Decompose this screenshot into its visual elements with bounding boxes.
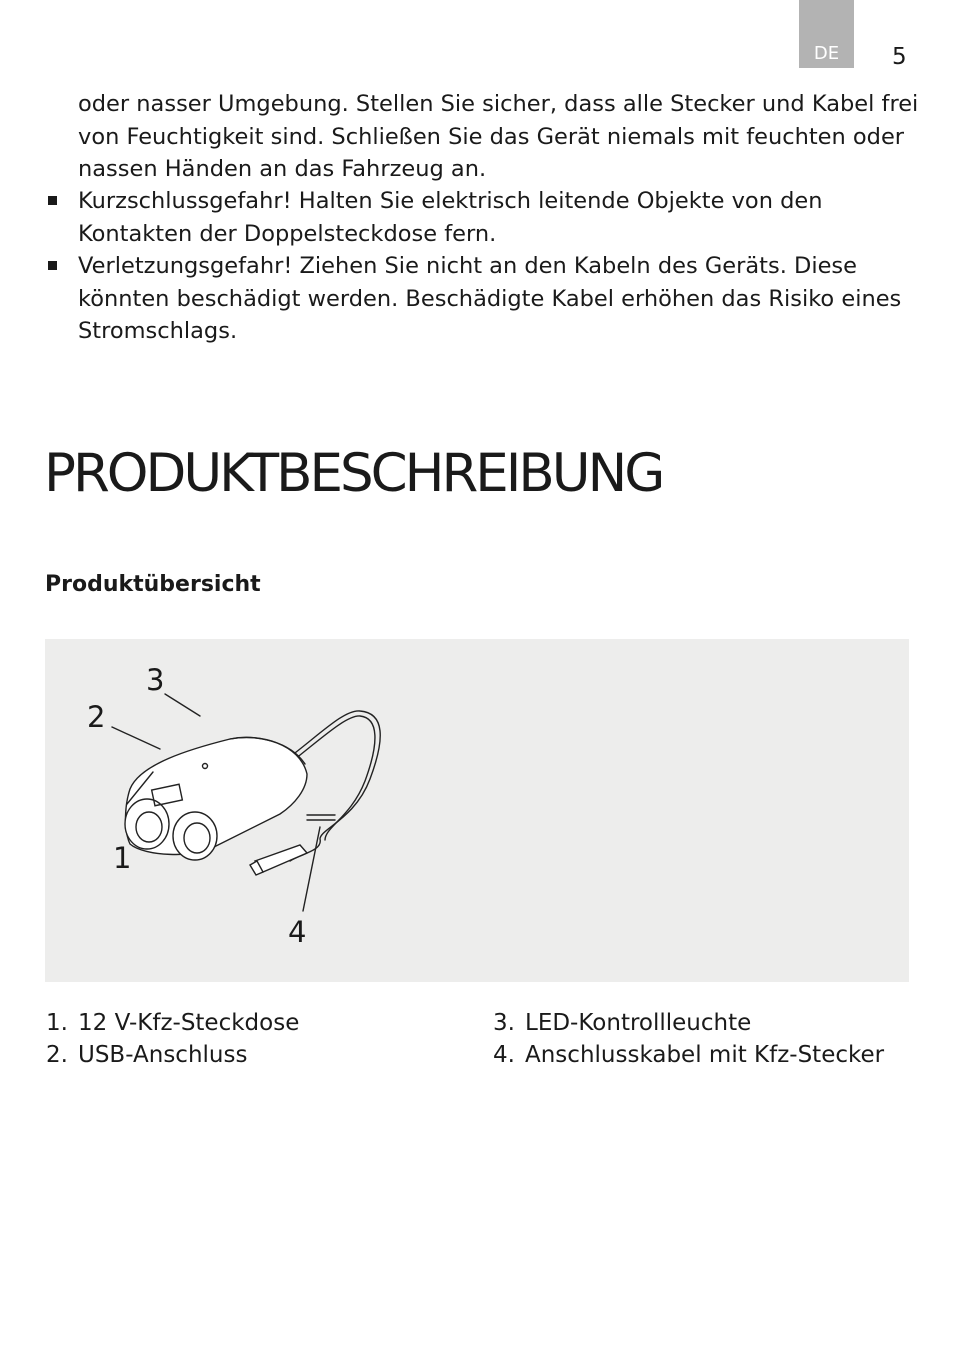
- legend-label: LED-Kontrollleuchte: [525, 1010, 752, 1036]
- legend-number: 4.: [493, 1042, 515, 1068]
- legend-right: [493, 1007, 884, 1071]
- legend-number: 3.: [493, 1010, 515, 1036]
- callout-4: 4: [288, 915, 307, 949]
- language-tab: [799, 0, 854, 68]
- bullet-item: [78, 250, 928, 348]
- bullet-text: Kurzschlussgefahr! Halten Sie elektrisch leitende Objekte von den Kontakten der Doppelsteckdose fern.: [78, 188, 823, 247]
- intro-paragraph: oder nasser Umgebung. Stellen Sie sicher, dass alle Stecker und Kabel frei von Feuchtigkeit sind. Schließen Sie das Gerät niemals mit feuchten oder nassen Händen an das Fahrzeug an.: [78, 91, 919, 182]
- subsection-title: Produktübersicht: [45, 572, 261, 597]
- callout-3: 3: [146, 663, 165, 697]
- cable-break-mark: [307, 815, 335, 820]
- legend-label: Anschlusskabel mit Kfz-Stecker: [525, 1042, 885, 1068]
- section-title: PRODUKTBESCHREIBUNG: [44, 443, 663, 504]
- safety-bullet-list: [78, 185, 928, 348]
- bullet-text: Verletzungsgefahr! Ziehen Sie nicht an den Kabeln des Geräts. Diese könnten beschädigt werden. Beschädigte Kabel erhöhen das Risiko eines Stromschlags.: [78, 253, 902, 344]
- car-plug-body: [255, 845, 307, 872]
- square-bullet-icon: [48, 261, 57, 270]
- language-label: DE: [813, 43, 840, 64]
- callout-1: 1: [113, 841, 132, 875]
- product-illustration: [45, 639, 909, 982]
- legend-item: [46, 1039, 299, 1071]
- bullet-item: [78, 185, 928, 250]
- legend-item: [46, 1007, 299, 1039]
- legend-label: 12 V-Kfz-Steckdose: [78, 1010, 300, 1036]
- legend-item: [493, 1007, 884, 1039]
- legend-left: [46, 1007, 299, 1071]
- square-bullet-icon: [48, 196, 57, 205]
- legend-label: USB-Anschluss: [78, 1042, 248, 1068]
- callout-2: 2: [87, 700, 106, 734]
- legend-number: 2.: [46, 1042, 68, 1068]
- legend-item: [493, 1039, 884, 1071]
- leader-line-4: [303, 827, 320, 911]
- leader-line-3: [165, 694, 200, 716]
- legend-number: 1.: [46, 1010, 68, 1036]
- leader-line-2: [112, 727, 160, 749]
- product-figure: [45, 639, 909, 982]
- page-number: 5: [892, 44, 907, 70]
